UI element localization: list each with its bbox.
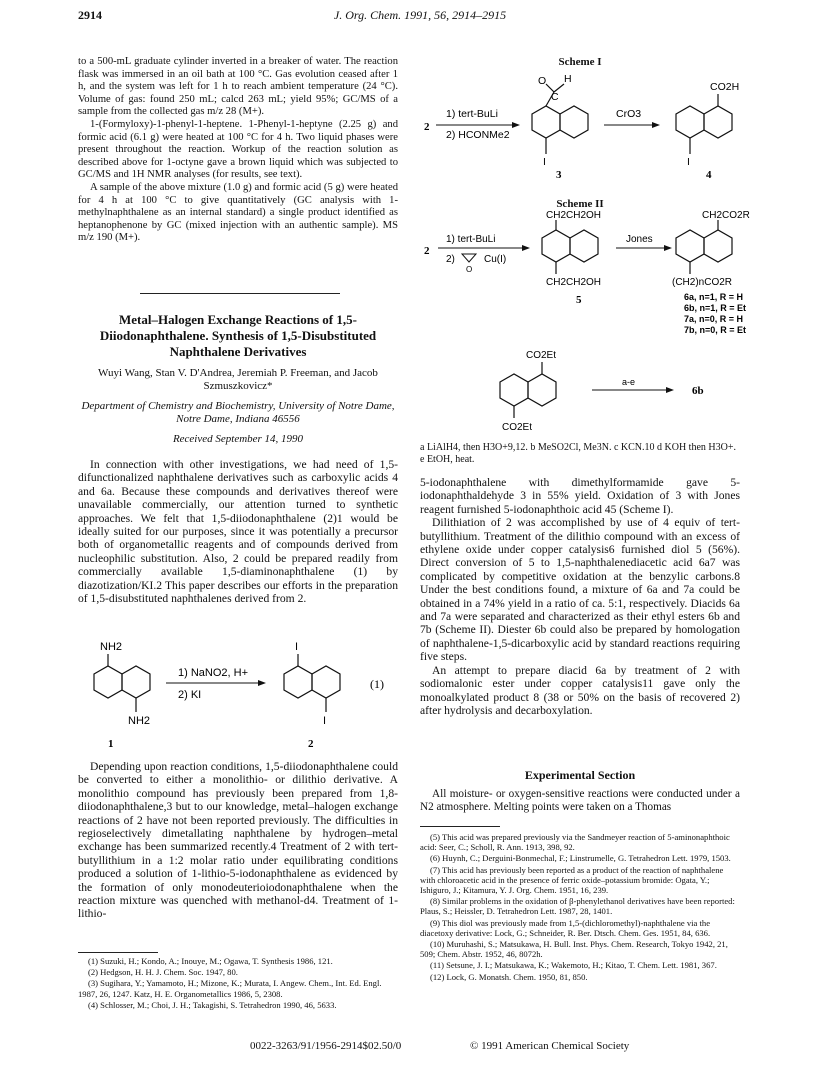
scheme2-start-label: 2 — [424, 245, 430, 257]
arrow-head — [258, 680, 266, 686]
diol-bottom-substituent: CH2CH2OH — [546, 277, 602, 288]
article-affiliation: Department of Chemistry and Biochemistry, University of Notre Dame, Notre Dame, Indiana 46556 — [81, 400, 395, 425]
scheme1-start-label: 2 — [424, 121, 430, 133]
diacid-structure — [676, 220, 732, 274]
scheme2-copper: Cu(I) — [484, 254, 507, 265]
scheme2-reagent-bottom: 2) — [446, 254, 455, 265]
cho-c-label: C — [551, 91, 559, 103]
nh2-top-label: NH2 — [100, 641, 123, 653]
footer-code: 0022-3263/91/1956-2914$02.50/0 — [250, 1040, 402, 1052]
footnote: (3) Sugihara, Y.; Yamamoto, H.; Mizone, K.; Murata, I. Angew. Chem., Int. Ed. Engl. 1987, 26, 1247. Katz, H. E. Organometallics 1986, 5, 2308. — [78, 978, 382, 999]
footnote: (10) Muruhashi, S.; Matsukawa, H. Bull. Inst. Phys. Chem. Research, Tokyo 1942, 21, 509; Chem. Abstr. 1952, 46, 8072h. — [420, 939, 728, 960]
diacid-top-substituent: CH2CO2R — [702, 210, 750, 221]
footnote: (6) Huynh, C.; Derguini-Bonmechal, F.; Linstrumelle, G. Tetrahedron Lett. 1979, 1503. — [430, 853, 731, 864]
scheme2-oxidant: Jones — [626, 234, 653, 245]
equation-number: (1) — [370, 677, 384, 691]
diester-structure — [500, 362, 556, 418]
epoxide-o-label: O — [466, 265, 473, 274]
body-paragraph: Depending upon reaction conditions, 1,5-diiodonaphthalene could be converted to either a monolithio- or dilithio derivative. A monolithio compound has previously been prepared from 1,8-diiodonaphthalene,3 but to our knowledge, metal–halogen exchange reactions of 2 have not been reported previously. The difficulties in regioselectively dimetallating naphthalene by hydrogen–metal exchange has been summarized recently.4 Treatment of 2 with tert-butyllithium in a 1:2 molar ratio under equilibrating conditions produced a solution of 1-lithio-5-iodonaphthalene as evidenced by the formation of only monodeuterioiodonaphthalene when the reaction mixture was quenched with methanol-d4. Treatment of 1-lithio- — [78, 760, 398, 921]
scheme2-reagent-top: 1) tert-BuLi — [446, 234, 496, 245]
cho-o-label: O — [538, 75, 547, 87]
compound-list-item: 6b, n=1, R = Et — [684, 303, 747, 313]
scheme-1-title: Scheme I — [558, 56, 602, 68]
scheme1-iodo-right: I — [687, 156, 690, 168]
left-footnotes — [78, 956, 398, 1011]
scheme2-arrow-label: a-e — [622, 377, 636, 387]
intro-paragraph: In connection with other investigations, we had need of 1,5-difunctionalized naphthalene derivatives such as carboxylic acids 4 and 6a. Because these compounds and derivatives thereof were unavailable commercially, our attention turned to synthetic approaches. We felt that 1,5-diiodonaphthalene (2)1 would be ideally suited for our purposes, since it was potentially a precursor both of organometallic reagents and of compounds derived from nucleophilic substitution. Also, 2 could be prepared readily from commercially available 1,5-diaminonaphthalene (1) by diazotization/KI.2 This paper describes our efforts in the preparation of 1,5-disubstituted naphthalenes derived from 2. — [78, 458, 398, 606]
procedure-paragraph: to a 500-mL graduate cylinder inverted in a breaker of water. The reaction flask was immersed in an oil bath at 100 °C. Gas evolution ceased after 1 h, and the system was left for 1 h to reach ambient temperature (24 °C). Volume of gas: found 250 mL; calcd 263 mL; yield 95%; GC/MS of a sample from the collected gas m/z 28 (M+). — [78, 56, 398, 118]
scheme1-reagent-top: 1) tert-BuLi — [446, 108, 498, 120]
footnote: (2) Hedgson, H. H. J. Chem. Soc. 1947, 80. — [88, 967, 238, 978]
footnote: (4) Schlosser, M.; Choi, J. H.; Takagishi, S. Tetrahedron 1990, 46, 5633. — [88, 999, 337, 1010]
compound-1-label: 1 — [108, 738, 114, 750]
iodo-top-label: I — [295, 641, 299, 653]
body-paragraph: An attempt to prepare diacid 6a by treatment of 2 with sodiomalonic ester under copper catalysis11 gave only the monoalkylated product 8 (38 or 50% on the basis of recovered 2) after hydrolysis and decarboxylation. — [420, 663, 740, 717]
naphthalene-2-structure — [284, 654, 340, 712]
diacid-bottom-substituent: (CH2)nCO2R — [672, 277, 733, 288]
arrow-head — [666, 387, 674, 393]
naphthoic-acid-4-structure — [676, 94, 732, 154]
footnote: (5) This acid was prepared previously via the Sandmeyer reaction of 5-aminonaphthoic acid: Seer, C.; Scholl, R. Ann. 1913, 398, 92. — [420, 832, 730, 853]
naphthaldehyde-3-structure — [532, 84, 588, 154]
body-paragraph: Dilithiation of 2 was accomplished by use of 4 equiv of tert-butyllithium. Treatment of the dilithio compound with an excess of ethylene oxide under copper catalysis6 furnished diol 5 (56%). Direct conversion of 5 to 1,5-naphthalenediacetic acid 6a7 was complicated by competitive oxidation at the benzylic carbons.8 Under the best conditions found, a mixture of 6a and 7a could be obtained in a 74% yield in a ratio of ca. 5:1, respectively. Diacids 6a and 7a were separated and characterized as their ethyl esters 6b and 7b (Scheme II). Diester 6b could also be prepared by homologation of naphthalene-1,5-dicarboxylic acid by standard reactions requiring five steps. — [420, 516, 740, 664]
footnote-rule — [420, 826, 500, 827]
article-authors: Wuyi Wang, Stan V. D'Andrea, Jeremiah P. Freeman, and Jacob Szmuszkovicz* — [98, 367, 378, 392]
journal-header: J. Org. Chem. 1991, 56, 2914–2915 — [333, 8, 507, 22]
scheme-1-diagram — [420, 70, 750, 192]
right-footnotes — [420, 832, 740, 983]
arrow-head — [512, 122, 520, 128]
iodo-bottom-label: I — [323, 715, 327, 727]
eq1-reagent-bottom: 2) KI — [178, 689, 202, 701]
eq1-reagent-top: 1) NaNO2, H+ — [178, 667, 248, 679]
arrow-head — [522, 245, 530, 251]
compound-list-item: 7a, n=0, R = H — [684, 314, 744, 324]
left-body-2 — [78, 760, 398, 921]
arrow-head — [664, 245, 672, 251]
right-body — [420, 476, 740, 717]
experimental-heading: Experimental Section — [524, 768, 636, 782]
procedure-paragraph: 1-(Formyloxy)-1-phenyl-1-heptene. 1-Phenyl-1-heptyne (2.25 g) and formic acid (6.1 g) were heated at 100 °C for 4 h. Two liquid phases were present throughout the reaction. Workup of the reaction solution as described above for 1-octyne gave a brown liquid which was subjected to GC/MS and 1H NMR analyses (for results, see text). — [78, 118, 398, 181]
body-paragraph: All moisture- or oxygen-sensitive reactions were conducted under a N2 atmosphere. Melting points were taken on a Thomas — [420, 788, 740, 813]
procedure-paragraph: A sample of the above mixture (1.0 g) and formic acid (5 g) were heated for 4 h at 100 °C to give quantitatively (GC analysis with 1-methylnaphthalene as an internal standard) a single product identified as heptanophenone by GC (mixed injection with an authentic sample). MS m/z 190 (M+). — [78, 181, 398, 244]
diol-5-structure — [542, 220, 598, 274]
footnote: (9) This diol was previously made from 1,5-(dichloromethyl)-naphthalene via the diacetoxy derivative: Lock, G.; Schneider, R. Ber. Dtsch. Chem. Ges. 1951, 84, 636. — [420, 917, 711, 938]
footnote: (12) Lock, G. Monatsh. Chem. 1950, 81, 850. — [430, 971, 588, 982]
scheme-2-footnote: a LiAlH4, then H3O+9,12. b MeSO2Cl, Me3N. c KCN.10 d KOH then H3O+. e EtOH, heat. — [420, 442, 736, 465]
arrow-head — [652, 122, 660, 128]
scheme-2-title: Scheme II — [556, 198, 604, 210]
diol-top-substituent: CH2CH2OH — [546, 210, 602, 221]
equation-1-diagram — [78, 636, 398, 752]
compound-list-item: 7b, n=0, R = Et — [684, 325, 747, 335]
experimental-body — [420, 788, 740, 814]
cho-h-label: H — [564, 73, 572, 85]
scheme-2-diagram — [420, 210, 750, 440]
nh2-bottom-label: NH2 — [128, 715, 151, 727]
diester-top-substituent: CO2Et — [526, 350, 557, 361]
scheme1-reagent-bottom: 2) HCONMe2 — [446, 129, 510, 141]
compound-2-label: 2 — [308, 738, 314, 750]
diester-bottom-substituent: CO2Et — [502, 422, 533, 433]
compound-4-label: 4 — [706, 169, 712, 181]
compound-3-label: 3 — [556, 169, 562, 181]
scheme1-iodo-mid: I — [543, 156, 546, 168]
body-paragraph: 5-iodonaphthalene with dimethylformamide gave 5-iodonaphthaldehyde 3 in 55% yield. Oxidation of 3 with Jones reagent furnished 5-iodonaphthoic acid 45 (Scheme I). — [420, 476, 740, 516]
footnote: (7) This acid has previously been reported as a product of the reaction of naphthalene with chloroacetic acid in the presence of ferric oxide–potassium bromide: Ogata, Y.; Ishiguro, J.; Kitamura, Y. J. Org. Chem. 1951, 16, 239. — [420, 864, 724, 896]
epoxide-icon — [462, 254, 476, 262]
intro-body — [78, 458, 398, 605]
article-title: Metal–Halogen Exchange Reactions of 1,5-Diiodonaphthalene. Synthesis of 1,5-Disubstituted Naphthalene Derivatives — [99, 312, 377, 359]
received-date: Received September 14, 1990 — [172, 433, 304, 445]
page-number: 2914 — [78, 8, 102, 22]
footnote-rule — [78, 952, 158, 953]
footnote: (8) Similar problems in the oxidation of β-phenylethanol derivatives have been reported: Plaus, S.; Heissler, D. Tetrahedron Lett. 1987, 28, 1401. — [420, 896, 735, 917]
footnote: (1) Suzuki, H.; Kondo, A.; Inouye, M.; Ogawa, T. Synthesis 1986, 121. — [88, 956, 333, 966]
left-column-top — [78, 56, 398, 245]
compound-list-item: 6a, n=1, R = H — [684, 292, 744, 302]
footnote: (11) Setsune, J. I.; Matsukawa, K.; Wakemoto, H.; Kitao, T. Chem. Lett. 1981, 367. — [430, 960, 717, 971]
co2h-label: CO2H — [710, 81, 740, 93]
naphthalene-1-structure — [94, 654, 150, 712]
section-divider — [140, 293, 340, 294]
product-6b-label: 6b — [692, 385, 704, 397]
compound-5-label: 5 — [576, 294, 582, 306]
scheme1-oxidant: CrO3 — [616, 108, 642, 120]
footer-copyright: © 1991 American Chemical Society — [470, 1040, 630, 1052]
